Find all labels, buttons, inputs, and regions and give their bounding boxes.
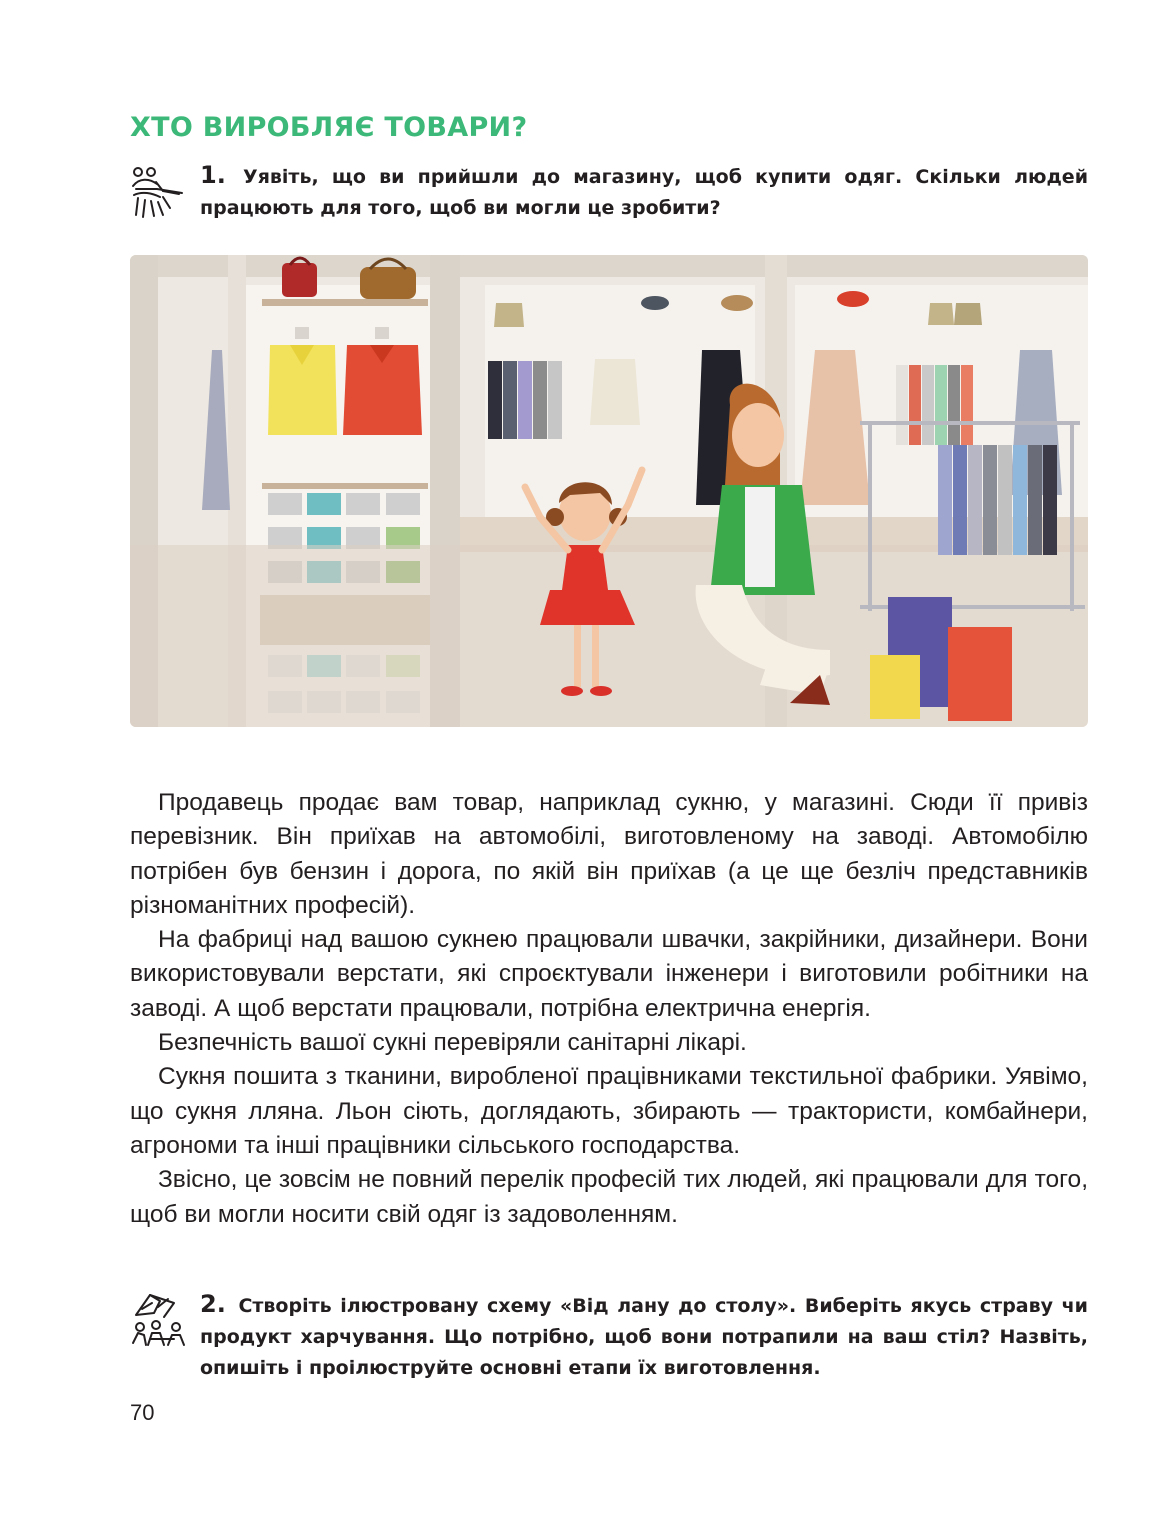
task-2 — [130, 1289, 1088, 1384]
paragraph: Продавець продає вам товар, наприклад сукню, у магазині. Сюди її привіз перевізник. Він приїхав на автомобілі, виготовленому на заводі. Автомобілю потрібен був бензин і дорога, по якій він приїхав (а це ще безліч представників різноманітних професій). — [130, 789, 1088, 919]
pair-work-icon — [130, 160, 200, 227]
paragraph: На фабриці над вашою сукнею працювали швачки, закрійники, дизайнери. Вони використовували верстати, які спроєктували інженери і виготовили робітники на заводі. А щоб верстати працювали, потрібна електрична енергія. — [130, 926, 1088, 1022]
task-1-number: 1. — [200, 161, 226, 189]
paragraph: Сукня пошита з тканини, виробленої працівниками текстильної фабрики. Уявімо, що сукня лляна. Льон сіють, доглядають, збирають — трактористи, комбайнери, агрономи та інші працівники сільського господарства. — [130, 1063, 1088, 1159]
task-1-text: Уявіть, що ви прийшли до магазину, щоб купити одяг. Скільки людей працюють для того, щоб ви могли це зробити? — [200, 166, 1089, 219]
task-2-text: Створіть ілюстровану схему «Від лану до столу». Виберіть якусь страву чи продукт харчування. Що потрібно, щоб вони потрапили на ваш стіл? Назвіть, опишіть і проілюструйте основні етапи їх виготовлення. — [200, 1295, 1088, 1379]
clothing-store-illustration — [130, 255, 1088, 727]
task-2-number: 2. — [200, 1290, 226, 1318]
section-title: ХТО ВИРОБЛЯЄ ТОВАРИ? — [130, 112, 528, 143]
paragraph: Звісно, це зовсім не повний перелік професій тих людей, які працювали для того, щоб ви могли носити свій одяг із задоволенням. — [130, 1166, 1088, 1228]
body-text — [130, 786, 1088, 1232]
paragraph: Безпечність вашої сукні перевіряли санітарні лікарі. — [158, 1029, 747, 1057]
page-number: 70 — [130, 1400, 155, 1425]
task-1 — [130, 160, 1088, 227]
group-project-icon — [130, 1289, 200, 1384]
